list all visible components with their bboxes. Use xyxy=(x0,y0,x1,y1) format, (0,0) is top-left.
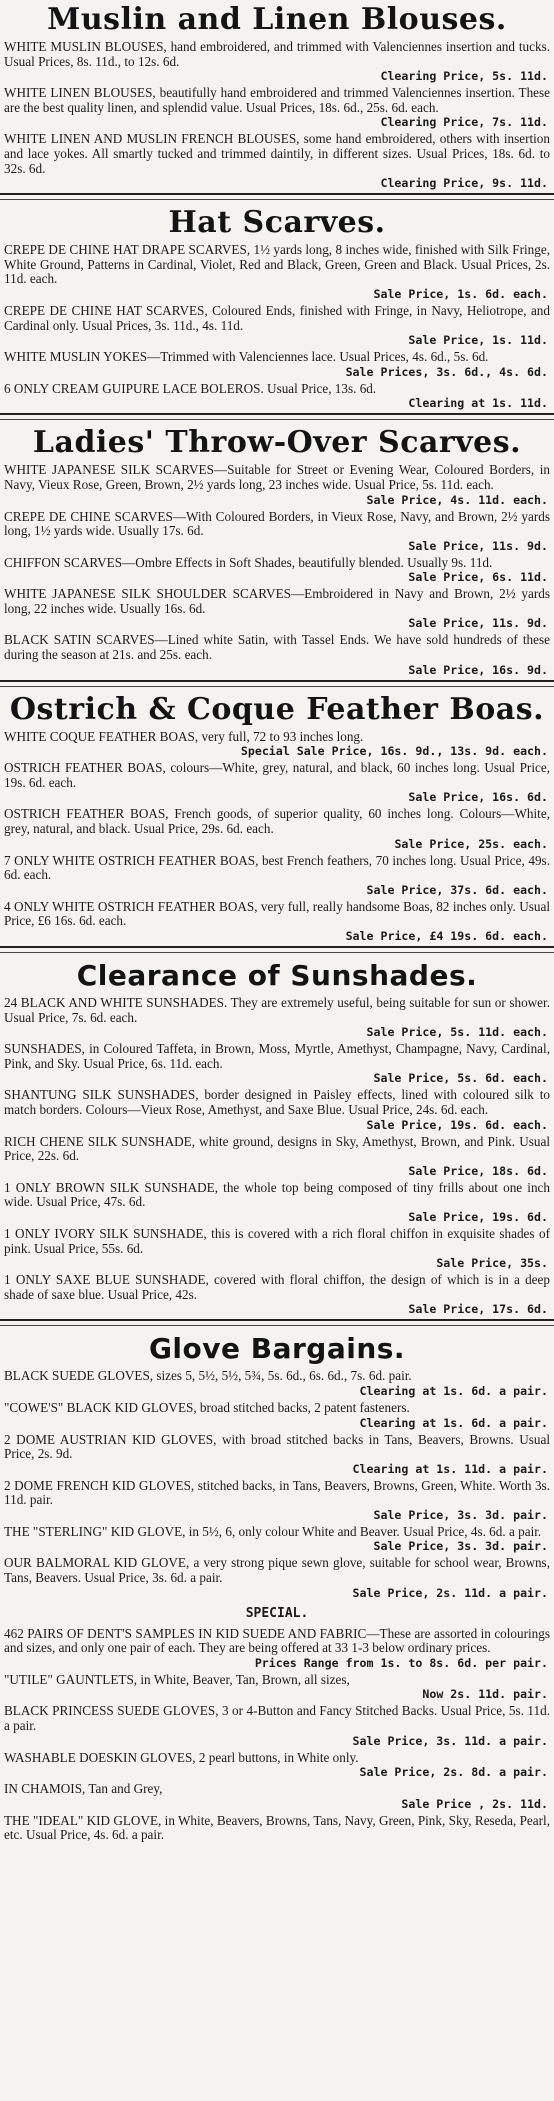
item-text: WHITE LINEN AND MUSLIN FRENCH BLOUSES, some hand embroidered, others with insertion and lace yokes. All smartly tucked and trimmed daintily, in different sizes. Usual Prices, 18s. 6d. to 32s. 6d. xyxy=(4,131,550,176)
section-divider xyxy=(0,193,554,200)
section-heading: Ostrich & Coque Feather Boas. xyxy=(9,691,545,727)
section-divider xyxy=(0,413,554,420)
section-divider xyxy=(0,680,554,687)
item-price: Sale Price, 35s. xyxy=(436,1256,548,1271)
list-item xyxy=(4,132,550,190)
section-divider xyxy=(0,1319,554,1326)
item-price: Sale Price, 11s. 9d. xyxy=(408,538,548,553)
item-price: Sale Price, 2s. 11d. a pair. xyxy=(352,1585,548,1600)
list-item xyxy=(4,1369,550,1398)
list-item xyxy=(4,510,550,553)
list-item xyxy=(4,1273,550,1316)
item-text: OSTRICH FEATHER BOAS, colours—White, grey, natural, and black, 60 inches long. Usual Price, 19s. 6d. each. xyxy=(4,760,550,790)
item-price: Sale Price, 5s. 11d. each. xyxy=(366,1025,548,1040)
list-item xyxy=(4,350,550,379)
item-price: Sale Price, 19s. 6d. xyxy=(408,1209,548,1224)
special-label: SPECIAL. xyxy=(245,1605,309,1621)
section-throw-over-scarves xyxy=(0,423,554,676)
item-price: Sale Price, 4s. 11d. each. xyxy=(366,492,548,507)
list-item xyxy=(4,382,550,411)
item-price: Sale Price, 37s. 6d. each. xyxy=(366,882,548,897)
list-item xyxy=(4,633,550,676)
item-text: 24 BLACK AND WHITE SUNSHADES. They are extremely useful, being suitable for sun or shower. Usual Price, 7s. 6d. each. xyxy=(4,995,550,1025)
list-item xyxy=(4,854,550,897)
list-item xyxy=(4,900,550,943)
list-item xyxy=(4,463,550,506)
list-item xyxy=(4,1181,550,1224)
item-text: THE "IDEAL" KID GLOVE, in White, Beavers, Browns, Tans, Navy, Green, Pink, Sky, Reseda, Pearl, etc. Usual Price, 4s. 6d. a pair. xyxy=(4,1812,550,1843)
item-text: THE "STERLING" KID GLOVE, in 5½, 6, only colour White and Beaver. Usual Price, 4s. 6d. a pair. xyxy=(4,1523,542,1539)
list-item xyxy=(4,730,550,759)
section-heading: Ladies' Throw-Over Scarves. xyxy=(32,425,522,461)
list-item xyxy=(4,243,550,301)
item-price: Clearing Price, 5s. 11d. xyxy=(380,69,548,84)
item-price: Sale Price, 1s. 11d. xyxy=(408,333,548,348)
item-price: Sale Price, 6s. 11d. xyxy=(408,570,548,585)
item-text: WHITE LINEN BLOUSES, beautifully hand embroidered and trimmed Valenciennes insertion. These are the best quality linen, and splendid value. Usual Prices, 18s. 6d., 25s. 6d. each. xyxy=(4,85,550,115)
section-gloves xyxy=(0,1329,554,1843)
item-price: Prices Range from 1s. to 8s. 6d. per pair. xyxy=(254,1655,548,1670)
item-price: Sale Prices, 3s. 6d., 4s. 6d. xyxy=(345,364,548,379)
item-text: WHITE JAPANESE SILK SHOULDER SCARVES—Embroidered in Navy and Brown, 2½ yards long, 22 inches wide. Usually 16s. 6d. xyxy=(4,586,550,616)
item-text: BLACK SATIN SCARVES—Lined white Satin, with Tassel Ends. We have sold hundreds of these during the season at 21s. and 25s. each. xyxy=(4,632,550,663)
item-text: CREPE DE CHINE HAT DRAPE SCARVES, 1½ yards long, 8 inches wide, finished with Silk Fringe, White Ground, Patterns in Cardinal, Violet, Red and Black, Green, Green and Black. Usual Prices, 2s. 11d. each. xyxy=(4,242,550,287)
section-heading: Hat Scarves. xyxy=(168,205,386,241)
list-item xyxy=(4,1135,550,1178)
list-item xyxy=(4,761,550,804)
item-text: CHIFFON SCARVES—Ombre Effects in Soft Shades, beautifully blended. Usually 9s. 11d. xyxy=(4,554,493,570)
section-sunshades xyxy=(0,956,554,1316)
item-text: IN CHAMOIS, Tan and Grey, xyxy=(4,1781,163,1797)
item-text: "COWE'S" BLACK KID GLOVES, broad stitched backs, 2 patent fasteners. xyxy=(4,1399,410,1415)
item-price: Sale Price, 16s. 9d. xyxy=(408,662,548,677)
item-price: Sale Price, 16s. 6d. xyxy=(408,790,548,805)
item-text: SUNSHADES, in Coloured Taffeta, in Brown, Moss, Myrtle, Amethyst, Champagne, Navy, Cardinal, Pink, and Sky. Usual Price, 6s. 11d. each. xyxy=(4,1041,550,1071)
item-text: "UTILE" GAUNTLETS, in White, Beaver, Tan, Brown, all sizes, xyxy=(4,1671,350,1687)
section-heading: Muslin and Linen Blouses. xyxy=(47,2,507,37)
item-price: Special Sale Price, 16s. 9d., 13s. 9d. each. xyxy=(240,744,548,759)
list-item xyxy=(4,1227,550,1270)
list-item xyxy=(4,1673,550,1702)
item-price: Clearing Price, 7s. 11d. xyxy=(380,115,548,130)
item-price: Sale Price, 2s. 8d. a pair. xyxy=(359,1765,548,1780)
section-blouses xyxy=(0,0,554,190)
item-text: 2 DOME AUSTRIAN KID GLOVES, with broad stitched backs in Tans, Beavers, Browns. Usual Price, 2s. 9d. xyxy=(4,1431,550,1462)
item-text: RICH CHENE SILK SUNSHADE, white ground, designs in Sky, Amethyst, Brown, and Pink. Usual Price, 22s. 6d. xyxy=(4,1133,550,1164)
list-item xyxy=(4,1433,550,1476)
list-item xyxy=(4,1088,550,1131)
list-item xyxy=(4,1401,550,1430)
item-text: BLACK SUEDE GLOVES, sizes 5, 5½, 5½, 5¾, 5s. 6d., 6s. 6d., 7s. 6d. pair. xyxy=(4,1368,412,1384)
item-text: 1 ONLY BROWN SILK SUNSHADE, the whole top being composed of tiny frills about one inch wide. Usual Price, 47s. 6d. xyxy=(4,1179,550,1210)
list-item xyxy=(4,556,550,585)
item-text: 1 ONLY IVORY SILK SUNSHADE, this is covered with a rich floral chiffon in exquisite shades of pink. Usual Price, 55s. 6d. xyxy=(4,1225,550,1256)
list-item xyxy=(4,304,550,347)
item-price: Sale Price, 25s. each. xyxy=(394,836,548,851)
item-text: SHANTUNG SILK SUNSHADES, border designed in Paisley effects, lined with coloured silk to match borders. Colours—Vieux Rose, Amethyst, and Saxe Blue. Usual Price, 24s. 6d. each. xyxy=(4,1087,550,1117)
item-text: 462 PAIRS OF DENT'S SAMPLES IN KID SUEDE AND FABRIC—These are assorted in colourings and sizes, and only one pair of each. They are being offered at 33 1-3 below ordinary prices. xyxy=(4,1625,550,1656)
list-item xyxy=(4,86,550,129)
item-price: Sale Price, 5s. 6d. each. xyxy=(373,1071,548,1086)
item-price: Sale Price, 11s. 9d. xyxy=(408,616,548,631)
list-item xyxy=(4,1782,550,1811)
item-price: Clearing at 1s. 11d. a pair. xyxy=(352,1461,548,1476)
item-price: Clearing at 1s. 11d. xyxy=(408,396,548,411)
list-item xyxy=(4,1479,550,1522)
item-price: Clearing at 1s. 6d. a pair. xyxy=(359,1415,548,1430)
item-price: Sale Price, 18s. 6d. xyxy=(408,1163,548,1178)
list-item xyxy=(4,1751,550,1780)
list-item xyxy=(4,1627,550,1670)
list-item xyxy=(4,40,550,83)
list-item xyxy=(4,996,550,1039)
item-text: 2 DOME FRENCH KID GLOVES, stitched backs, in Tans, Beavers, Browns, Green, White. Worth 3s. 11d. pair. xyxy=(4,1477,550,1508)
list-item xyxy=(4,807,550,850)
list-item xyxy=(4,587,550,630)
item-price: Sale Price, £4 19s. 6d. each. xyxy=(345,929,548,943)
item-price: Sale Price, 19s. 6d. each. xyxy=(366,1117,548,1132)
list-item xyxy=(4,1525,550,1554)
item-text: CREPE DE CHINE SCARVES—With Coloured Borders, in Vieux Rose, Navy, and Brown, 2½ yards long, 1½ yards wide. Usually 17s. 6d. xyxy=(4,508,550,539)
list-item xyxy=(4,1556,550,1599)
item-text: WHITE MUSLIN BLOUSES, hand embroidered, and trimmed with Valenciennes insertion and tucks. Usual Prices, 8s. 11d., to 12s. 6d. xyxy=(4,39,550,69)
item-text: 1 ONLY SAXE BLUE SUNSHADE, covered with floral chiffon, the design of which is in a deep shade of saxe blue. Usual Price, 42s. xyxy=(4,1272,550,1302)
item-price: Now 2s. 11d. pair. xyxy=(422,1687,548,1702)
item-text: BLACK PRINCESS SUEDE GLOVES, 3 or 4-Button and Fancy Stitched Backs. Usual Price, 5s. 11d. a pair. xyxy=(4,1703,550,1734)
list-item xyxy=(4,1042,550,1085)
section-hat-scarves xyxy=(0,203,554,410)
item-price: Clearing Price, 9s. 11d. xyxy=(380,176,548,191)
item-price: Sale Price, 3s. 3d. pair. xyxy=(373,1507,548,1522)
item-price: Sale Price, 1s. 6d. each. xyxy=(373,286,548,301)
item-text: 6 ONLY CREAM GUIPURE LACE BOLEROS. Usual Price, 13s. 6d. xyxy=(4,380,377,396)
item-price: Sale Price, 3s. 11d. a pair. xyxy=(352,1733,548,1748)
item-text: WASHABLE DOESKIN GLOVES, 2 pearl buttons, in White only. xyxy=(4,1749,359,1765)
item-text: 4 ONLY WHITE OSTRICH FEATHER BOAS, very full, really handsome Boas, 82 inches only. Usual Price, £6 16s. 6d. each. xyxy=(4,898,550,929)
item-text: WHITE COQUE FEATHER BOAS, very full, 72 to 93 inches long. xyxy=(4,728,364,744)
item-text: 7 ONLY WHITE OSTRICH FEATHER BOAS, best French feathers, 70 inches long. Usual Price, 49s. 6d. each. xyxy=(4,852,550,883)
list-item xyxy=(4,1704,550,1747)
section-divider xyxy=(0,946,554,953)
item-text: WHITE MUSLIN YOKES—Trimmed with Valenciennes lace. Usual Prices, 4s. 6d., 5s. 6d. xyxy=(4,349,489,365)
item-price: Clearing at 1s. 6d. a pair. xyxy=(359,1383,548,1398)
section-feather-boas xyxy=(0,690,554,943)
item-text: OUR BALMORAL KID GLOVE, a very strong pique sewn glove, suitable for school wear, Browns, Tans, Beavers. Usual Price, 3s. 6d. a pair. xyxy=(4,1555,550,1586)
item-price: Sale Price, 3s. 3d. pair. xyxy=(373,1539,548,1554)
section-heading: Clearance of Sunshades. xyxy=(76,959,478,992)
section-heading: Glove Bargains. xyxy=(148,1332,406,1366)
item-price: Sale Price, 17s. 6d. xyxy=(408,1302,548,1317)
item-text: OSTRICH FEATHER BOAS, French goods, of superior quality, 60 inches long. Colours—White, grey, natural, and black. Usual Price, 29s. 6d. each. xyxy=(4,806,550,837)
item-text: CREPE DE CHINE HAT SCARVES, Coloured Ends, finished with Fringe, in Navy, Heliotrope, and Cardinal only. Usual Prices, 3s. 11d., 4s. 11d. xyxy=(4,302,550,333)
item-price: Sale Price , 2s. 11d. xyxy=(401,1796,548,1811)
list-item xyxy=(4,1814,550,1843)
item-text: WHITE JAPANESE SILK SCARVES—Suitable for Street or Evening Wear, Coloured Borders, in Navy, Vieux Rose, Green, Brown, 2½ yards long, 23 inches wide. Usual Price, 5s. 11d. each. xyxy=(4,462,550,492)
